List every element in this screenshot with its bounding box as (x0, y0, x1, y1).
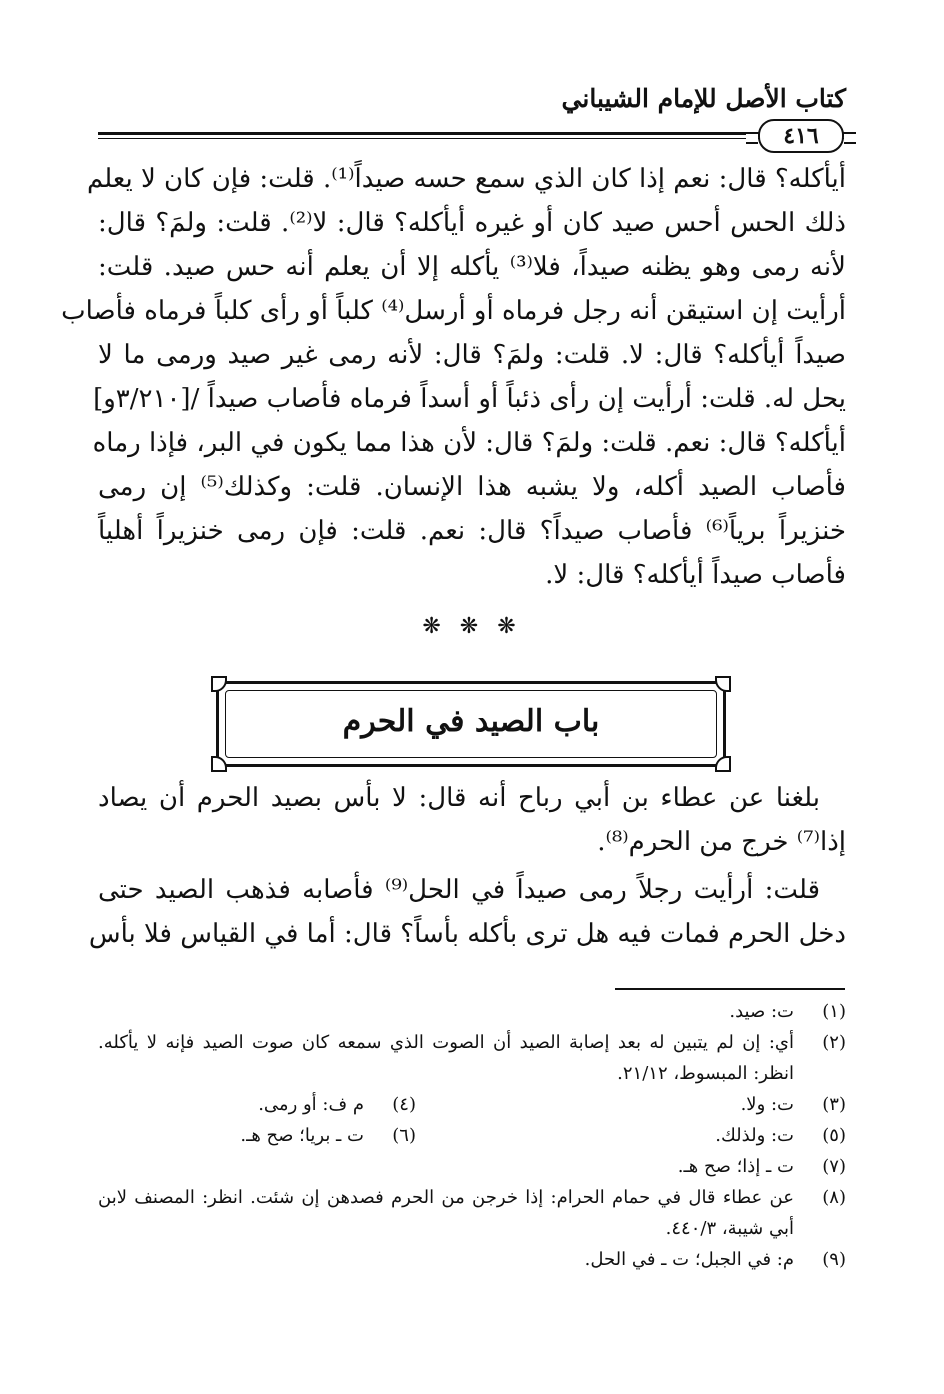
text-line: صيداً أيأكله؟ قال: لا. قلت: ولمَ؟ قال: لأنه رمى غير صيد ورمى ما لا (98, 340, 846, 370)
chapter-title: باب الصيد في الحرم (342, 704, 600, 739)
footnote (98, 1151, 846, 1182)
paragraph-1 (61, 157, 847, 597)
footnote-text: م: في الجبل؛ ت ـ في الحل. (584, 1249, 794, 1270)
frame-corner-ornament (211, 756, 227, 772)
footnotes (98, 996, 846, 1275)
text-line: أيأكله؟ قال: نعم إذا كان الذي سمع حسه صيداً⁽¹⁾. قلت: فإن كان لا يعلم (86, 164, 846, 194)
footnote-number: (٩) (822, 1249, 846, 1270)
running-title: كتاب الأصل للإمام الشيباني (561, 84, 846, 113)
text-line: إذا⁽⁷⁾ خرج من الحرم⁽⁸⁾. (597, 827, 846, 857)
footnote-number: (٧) (822, 1156, 846, 1177)
footnote (98, 1027, 846, 1089)
footnote-text: ت ـ بريا؛ صح هـ. (240, 1125, 364, 1146)
footnote (494, 1120, 846, 1151)
text-line: بلغنا عن عطاء بن أبي رباح أنه قال: لا بأس بصيد الحرم أن يصاد (98, 783, 820, 813)
footnote-number: (٤) (392, 1094, 416, 1115)
footnote-row (98, 1089, 846, 1120)
text-line: فأصاب صيداً أيأكله؟ قال: لا. (545, 560, 846, 590)
footnote-number: (٨) (822, 1187, 846, 1208)
footnote-number: (٣) (822, 1094, 846, 1115)
chapter-title-frame (216, 681, 726, 767)
footnote (494, 1089, 846, 1120)
text-line: أرأيت إن استيقن أنه رجل فرماه أو أرسل⁽⁴⁾ كلباً أو رأى كلباً فرماه فأصاب (61, 296, 846, 326)
footnote-text: ت: صيد. (729, 1001, 794, 1022)
footnote-text: أي: إن لم يتبين له بعد إصابة الصيد أن الصوت الذي سمعه كان صوت الصيد فإنه لا يأكله. انظر: المبسوط، ٢١/١٢. (98, 1032, 794, 1084)
footnote-text: ت: ولا. (740, 1094, 794, 1115)
section-separator: ❋ ❋ ❋ (422, 614, 522, 639)
footnote-rule (615, 988, 845, 990)
text-line: قلت: أرأيت رجلاً رمى صيداً في الحل⁽⁹⁾ فأصابه فذهب الصيد حتى (98, 875, 820, 905)
page-number: ٤١٦ (758, 119, 844, 153)
paragraph-2 (98, 776, 846, 864)
text-line: يحل له. قلت: أرأيت إن رأى ذئباً أو أسداً فرماه فأصاب صيداً /[٣/٢١٠و] (93, 384, 846, 414)
footnote-number: (٦) (392, 1125, 416, 1146)
footnote (98, 1244, 846, 1275)
text-line: خنزيراً برياً⁽⁶⁾ فأصاب صيداً؟ قال: نعم. قلت: فإن رمى خنزيراً أهلياً (98, 516, 847, 546)
text-line: ذلك الحس أحس صيد كان أو غيره أيأكله؟ قال: لا⁽²⁾. قلت: ولمَ؟ قال: (98, 208, 846, 238)
frame-corner-ornament (715, 676, 731, 692)
footnote-text: ت: ولذلك. (715, 1125, 794, 1146)
footnote (98, 996, 846, 1027)
footnote-number: (٥) (822, 1125, 846, 1146)
footnote (48, 1089, 416, 1120)
frame-corner-ornament (715, 756, 731, 772)
text-line: دخل الحرم فمات فيه هل ترى بأكله بأساً؟ قال: أما في القياس فلا بأس (88, 919, 846, 949)
footnote-row (98, 1120, 846, 1151)
footnote-number: (١) (822, 1001, 846, 1022)
paragraph-3 (88, 868, 846, 956)
footnote-number: (٢) (822, 1032, 846, 1053)
footnote (48, 1120, 416, 1151)
text-line: فأصاب الصيد أكله، ولا يشبه هذا الإنسان. قلت: وكذلك⁽⁵⁾ إن رمى (98, 472, 846, 502)
header-rule (98, 132, 846, 139)
frame-corner-ornament (211, 676, 227, 692)
footnote-text: م ف: أو رمى. (258, 1094, 364, 1115)
footnote (98, 1182, 846, 1244)
footnote-text: ت ـ إذا؛ صح هـ. (677, 1156, 794, 1177)
text-line: أيأكله؟ قال: نعم. قلت: ولمَ؟ قال: لأن هذا مما يكون في البر، فإذا رماه (92, 428, 846, 458)
footnote-text: عن عطاء قال في حمام الحرام: إذا خرجن من الحرم فصدهن إن شئت. انظر: المصنف لابن أبي شيبة، ٤٤٠/٣. (98, 1187, 794, 1239)
text-line: لأنه رمى وهو يظنه صيداً، فلا⁽³⁾ يأكله إلا أن يعلم أنه حس صيد. قلت: (98, 252, 846, 282)
